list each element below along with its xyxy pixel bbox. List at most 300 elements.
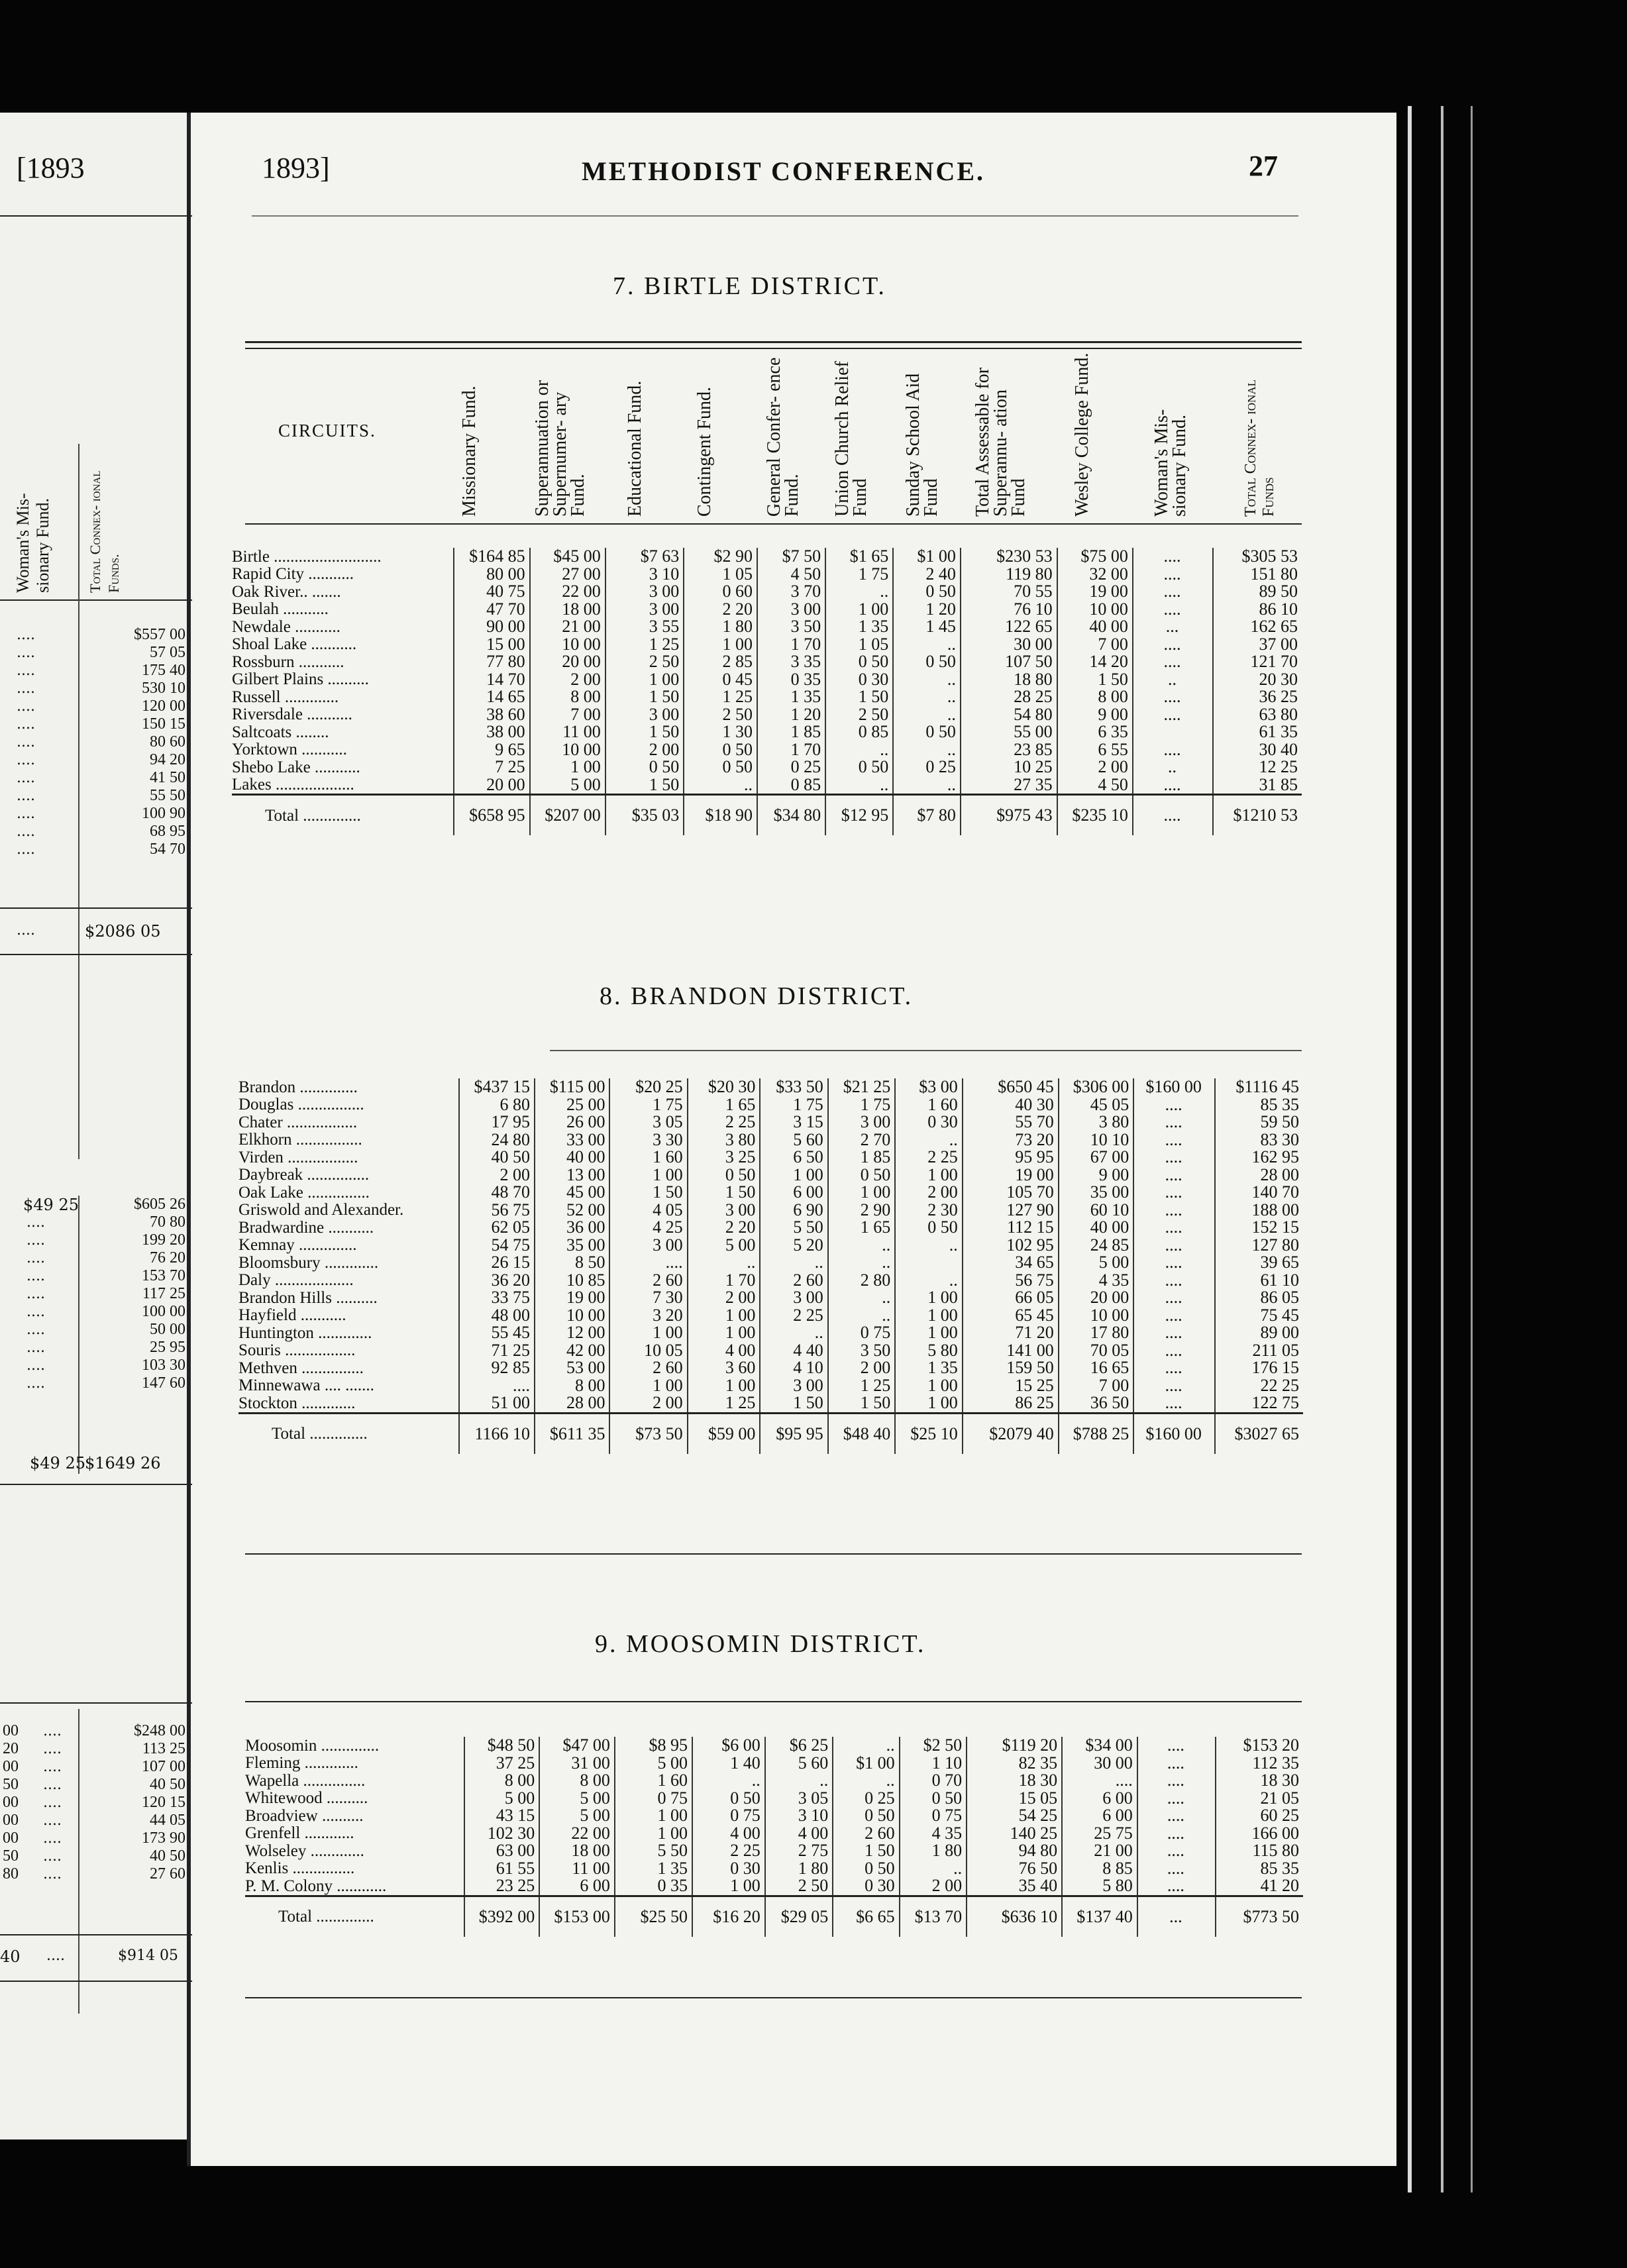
fund-value: 20 30 (1213, 671, 1302, 689)
fund-value: .. (684, 776, 757, 795)
fund-value: 48 00 (459, 1307, 535, 1325)
fund-value: 7 25 (454, 758, 529, 776)
left-value: 27 60 (150, 1865, 185, 1882)
fund-value: .... (1133, 1219, 1215, 1237)
fund-value: 19 00 (1057, 583, 1133, 601)
fund-value: 1 50 (833, 1842, 899, 1860)
fund-value: 0 50 (833, 1807, 899, 1825)
fund-value: 21 00 (530, 618, 605, 636)
left-value: 173 90 (142, 1830, 185, 1847)
fund-value: 1 00 (605, 671, 684, 689)
circuit-name: Daybreak ............... (238, 1166, 370, 1184)
fund-value: $33 50 (760, 1078, 827, 1096)
left-value: 44 05 (150, 1812, 185, 1829)
fund-value: $306 00 (1059, 1078, 1134, 1096)
table-top-rule (245, 1701, 1302, 1702)
fund-value: 159 50 (963, 1359, 1059, 1377)
fund-value: .... (1133, 1184, 1215, 1202)
left-value: 20 (3, 1740, 19, 1757)
fund-value (895, 1254, 962, 1272)
fund-value: .. (893, 706, 961, 724)
fund-value: 3 00 (757, 601, 825, 619)
fund-value: 9 65 (454, 741, 529, 759)
left-dots-column (26, 1213, 45, 1392)
circuit-name: Huntington ............. (238, 1323, 372, 1342)
fund-value: 4 00 (692, 1825, 765, 1843)
district-table-moosomin (245, 1737, 1303, 1937)
circuit-name: Riversdale ........... (232, 705, 352, 724)
total-value: $658 95 (454, 795, 529, 836)
fund-value: .... (1133, 776, 1213, 795)
table-row (232, 776, 1302, 795)
fund-value: 53 00 (535, 1359, 609, 1377)
fund-value: 48 70 (459, 1184, 535, 1202)
fund-value: 24 80 (459, 1131, 535, 1149)
table-row (232, 583, 1302, 601)
circuit-name: Wolseley ............. (245, 1841, 364, 1860)
fund-value: 1 20 (893, 601, 961, 619)
fund-value: .... (1133, 1096, 1215, 1114)
fund-value: .... (609, 1254, 687, 1272)
left-dots: .... (26, 1250, 45, 1266)
fund-value: 3 55 (605, 618, 684, 636)
fund-value: .... (1133, 1359, 1215, 1377)
table-row (238, 1377, 1303, 1395)
table-row (238, 1394, 1303, 1413)
total-value: $59 00 (688, 1413, 761, 1454)
fund-value: 1 50 (828, 1394, 895, 1413)
fund-value: 107 50 (961, 653, 1057, 671)
fund-value: 4 40 (760, 1342, 827, 1360)
fund-value: 1 50 (825, 688, 893, 706)
running-head: METHODIST CONFERENCE. (582, 156, 986, 186)
fund-value: 0 50 (825, 758, 893, 776)
fund-value: 4 00 (688, 1342, 761, 1360)
fund-value: 95 95 (963, 1149, 1059, 1166)
left-value: 100 00 (142, 1303, 185, 1320)
fund-value: 0 25 (893, 758, 961, 776)
fund-value: .... (1137, 1790, 1216, 1808)
fund-value: 18 00 (530, 601, 605, 619)
left-total: $2086 05 (85, 922, 161, 941)
divider (252, 215, 1298, 217)
fund-value: 3 00 (688, 1202, 761, 1219)
fund-value: 0 75 (828, 1324, 895, 1342)
left-value: 70 80 (150, 1213, 185, 1231)
left-value: 147 60 (142, 1374, 185, 1392)
fund-value: .. (893, 636, 961, 654)
fund-value: 1 00 (609, 1377, 687, 1395)
fund-value: 35 00 (535, 1237, 609, 1255)
fund-value: .... (1133, 583, 1213, 601)
left-value: 530 10 (142, 680, 185, 697)
fund-value: 1 75 (760, 1096, 827, 1114)
fund-value: 0 45 (684, 671, 757, 689)
table-row (238, 1342, 1303, 1360)
fund-value: 3 00 (828, 1113, 895, 1131)
left-value: 41 50 (150, 769, 185, 786)
circuit-name: Chater ................. (238, 1113, 358, 1131)
fund-value: .. (825, 741, 893, 759)
left-dots: .... (17, 922, 35, 939)
fund-value: 61 35 (1213, 723, 1302, 741)
fund-value: 3 80 (1059, 1113, 1134, 1131)
fund-value: 1 45 (893, 618, 961, 636)
fund-value: 102 30 (464, 1825, 540, 1843)
fund-value: .... (1133, 688, 1213, 706)
fund-value: 0 50 (893, 723, 961, 741)
fund-value: .... (1133, 1272, 1215, 1290)
table-row (238, 1166, 1303, 1184)
fund-value: 10 25 (961, 758, 1057, 776)
table-row (238, 1096, 1303, 1114)
total-value: $73 50 (609, 1413, 687, 1454)
left-value: 00 (3, 1830, 19, 1847)
fund-value: 1 35 (895, 1359, 962, 1377)
page-edge (1471, 106, 1473, 2192)
left-dots: .... (17, 788, 35, 804)
left-total: $914 05 (118, 1947, 178, 1964)
fund-value: 1 00 (760, 1166, 827, 1184)
fund-value: $650 45 (963, 1078, 1059, 1096)
left-value: 94 20 (150, 751, 185, 768)
fund-value: 1 25 (684, 688, 757, 706)
divider (0, 599, 192, 601)
fund-value: 0 50 (684, 741, 757, 759)
fund-value: 5 80 (895, 1342, 962, 1360)
fund-value: 47 70 (454, 601, 529, 619)
fund-value: 1 75 (825, 566, 893, 584)
left-dots: .... (26, 1232, 45, 1249)
fund-value: .... (1133, 1149, 1215, 1166)
fund-value: .... (1137, 1737, 1216, 1755)
fund-value: 26 00 (535, 1113, 609, 1131)
fund-value: 18 00 (539, 1842, 615, 1860)
fund-value: 17 80 (1059, 1324, 1134, 1342)
fund-value: 10 85 (535, 1272, 609, 1290)
fund-value: 1 65 (688, 1096, 761, 1114)
table-row (232, 601, 1302, 619)
left-cut-column (0, 1722, 19, 1883)
table-row (232, 636, 1302, 654)
fund-value: 1 50 (605, 723, 684, 741)
fund-value: 1 75 (609, 1096, 687, 1114)
fund-value: 89 00 (1215, 1324, 1303, 1342)
table-row (238, 1237, 1303, 1255)
fund-value: 5 00 (539, 1790, 615, 1808)
total-value: $48 40 (828, 1413, 895, 1454)
fund-value: 33 75 (459, 1289, 535, 1307)
divider (78, 1709, 79, 2014)
fund-value: 140 70 (1215, 1184, 1303, 1202)
fund-value: 2 40 (893, 566, 961, 584)
fund-value: 40 75 (454, 583, 529, 601)
total-value: $3027 65 (1215, 1413, 1303, 1454)
fund-value: 22 25 (1215, 1377, 1303, 1395)
circuit-name: Souris ................. (238, 1341, 356, 1360)
fund-value: 40 00 (535, 1149, 609, 1166)
fund-value: 80 00 (454, 566, 529, 584)
left-dots: .... (43, 1812, 62, 1829)
fund-value: 73 20 (963, 1131, 1059, 1149)
left-value: 40 50 (150, 1776, 185, 1793)
fund-value: 4 50 (1057, 776, 1133, 795)
fund-value: 90 00 (454, 618, 529, 636)
fund-value: 105 70 (963, 1184, 1059, 1202)
left-wmf-total: $49 25 (30, 1454, 85, 1472)
fund-value: 0 50 (684, 758, 757, 776)
fund-value: 6 00 (760, 1184, 827, 1202)
fund-value: .... (459, 1377, 535, 1395)
total-value: $13 70 (900, 1896, 967, 1937)
fund-value: 82 35 (967, 1755, 1062, 1773)
fund-value: 6 55 (1057, 741, 1133, 759)
fund-value: 1 00 (688, 1307, 761, 1325)
left-value: 120 15 (142, 1794, 185, 1811)
fund-value: 38 60 (454, 706, 529, 724)
fund-value: 166 00 (1216, 1825, 1303, 1843)
fund-value: 5 60 (760, 1131, 827, 1149)
left-dots: .... (46, 1947, 65, 1964)
fund-value: 1 00 (828, 1184, 895, 1202)
fund-value: 6 00 (1062, 1807, 1137, 1825)
fund-value: 40 30 (963, 1096, 1059, 1114)
table-row (245, 1772, 1303, 1790)
table-top-rule (245, 341, 1302, 343)
left-value: 57 05 (150, 644, 185, 661)
fund-value: .. (828, 1289, 895, 1307)
circuit-name: Shebo Lake ........... (232, 758, 360, 776)
fund-value: 0 75 (900, 1807, 967, 1825)
fund-value: $75 00 (1057, 548, 1133, 566)
fund-value: .... (1137, 1877, 1216, 1896)
fund-value: 152 15 (1215, 1219, 1303, 1237)
fund-value: .. (893, 688, 961, 706)
total-value: $611 35 (535, 1413, 609, 1454)
fund-value: $3 00 (895, 1078, 962, 1096)
fund-value: 40 00 (1057, 618, 1133, 636)
fund-value: .... (1062, 1772, 1137, 1790)
fund-value: 52 00 (535, 1202, 609, 1219)
table-row (238, 1078, 1303, 1096)
fund-value: .. (765, 1772, 833, 1790)
circuit-name: Methven ............... (238, 1359, 364, 1377)
left-total-column (86, 1196, 185, 1392)
fund-value: .. (833, 1737, 899, 1755)
table-row (238, 1272, 1303, 1290)
fund-value: .... (1133, 653, 1213, 671)
fund-value: .... (1133, 1254, 1215, 1272)
fund-value: 40 00 (1059, 1219, 1134, 1237)
fund-value: 176 15 (1215, 1359, 1303, 1377)
fund-value: 188 00 (1215, 1202, 1303, 1219)
circuit-name: Griswold and Alexander. (238, 1201, 404, 1219)
table-row (238, 1254, 1303, 1272)
fund-value: 1 00 (692, 1877, 765, 1896)
circuit-name: Yorktown ........... (232, 741, 347, 759)
fund-value: 18 30 (1216, 1772, 1303, 1790)
circuit-name: Elkhorn ................ (238, 1131, 362, 1149)
left-dots: .... (17, 627, 35, 643)
divider (78, 444, 79, 1159)
left-value: 50 (3, 1847, 19, 1865)
fund-value: 71 20 (963, 1324, 1059, 1342)
fund-value: 4 05 (609, 1202, 687, 1219)
district-table-birtle (232, 548, 1302, 835)
fund-value: 12 00 (535, 1324, 609, 1342)
fund-value: 30 40 (1213, 741, 1302, 759)
fund-value: 4 35 (900, 1825, 967, 1843)
fund-value: 10 05 (609, 1342, 687, 1360)
fund-value: 4 00 (765, 1825, 833, 1843)
circuit-name: Virden ................. (238, 1148, 358, 1166)
left-dots: .... (26, 1304, 45, 1320)
circuit-name: Stockton ............. (238, 1394, 356, 1412)
fund-value: 1 70 (688, 1272, 761, 1290)
fund-value: 2 90 (828, 1202, 895, 1219)
circuit-name: Rossburn ........... (232, 652, 344, 671)
fund-value: 3 00 (605, 583, 684, 601)
fund-value: $2 50 (900, 1737, 967, 1755)
fund-value: .. (828, 1237, 895, 1255)
table-row (238, 1184, 1303, 1202)
fund-value: 3 05 (765, 1790, 833, 1808)
left-dots: .... (17, 805, 35, 822)
fund-value: 2 25 (688, 1113, 761, 1131)
circuit-name: Broadview .......... (245, 1806, 364, 1825)
fund-value: 8 00 (464, 1772, 540, 1790)
circuit-name: Hayfield ........... (238, 1306, 346, 1325)
fund-value: 56 75 (963, 1272, 1059, 1290)
fund-value: 6 00 (1062, 1790, 1137, 1808)
total-value: $392 00 (464, 1896, 540, 1937)
fund-value: .... (1133, 1307, 1215, 1325)
fund-value: 2 30 (895, 1202, 962, 1219)
fund-value: 43 15 (464, 1807, 540, 1825)
fund-value: $6 00 (692, 1737, 765, 1755)
left-dots-column (43, 1722, 62, 1883)
fund-value: 0 50 (825, 653, 893, 671)
fund-value: 28 00 (535, 1394, 609, 1413)
fund-value: 71 25 (459, 1342, 535, 1360)
fund-value: 10 00 (1059, 1307, 1134, 1325)
fund-value: 15 05 (967, 1790, 1062, 1808)
fund-value: $21 25 (828, 1078, 895, 1096)
fund-value: 162 95 (1215, 1149, 1303, 1166)
total-value: $773 50 (1216, 1896, 1303, 1937)
fund-value: 151 80 (1213, 566, 1302, 584)
circuit-name: Russell ............. (232, 688, 339, 706)
circuit-name: Grenfell ............ (245, 1824, 354, 1843)
fund-value: 0 70 (900, 1772, 967, 1790)
fund-value: 14 20 (1057, 653, 1133, 671)
fund-value: 1 00 (895, 1377, 962, 1395)
fund-value: .... (1137, 1825, 1216, 1843)
fund-value: 63 80 (1213, 706, 1302, 724)
fund-value: 10 10 (1059, 1131, 1134, 1149)
fund-value: 3 00 (605, 706, 684, 724)
fund-value: .. (1133, 758, 1213, 776)
fund-value: 8 00 (539, 1772, 615, 1790)
left-dots: .... (17, 734, 35, 750)
fund-value: .. (895, 1131, 962, 1149)
fund-value: 6 00 (539, 1877, 615, 1896)
circuit-name: Gilbert Plains .......... (232, 670, 369, 689)
fund-value: .... (1133, 1342, 1215, 1360)
fund-value: .. (1133, 671, 1213, 689)
fund-value: $2 90 (684, 548, 757, 566)
circuit-name: Kenlis ............... (245, 1859, 355, 1878)
fund-value: 70 05 (1059, 1342, 1134, 1360)
fund-value: 1 05 (684, 566, 757, 584)
fund-value: 32 00 (1057, 566, 1133, 584)
fund-value: 0 50 (900, 1790, 967, 1808)
fund-value: 65 45 (963, 1307, 1059, 1325)
table-row (245, 1860, 1303, 1878)
fund-value: 1 00 (688, 1324, 761, 1342)
circuit-name: Lakes ................... (232, 776, 354, 794)
fund-value: 0 75 (615, 1790, 692, 1808)
left-dots: .... (43, 1866, 62, 1882)
fund-value: 59 50 (1215, 1113, 1303, 1131)
fund-value: 141 00 (963, 1342, 1059, 1360)
left-value: 199 20 (142, 1231, 185, 1249)
divider (78, 1196, 79, 1474)
table-row (232, 548, 1302, 566)
fund-value: .... (1133, 636, 1213, 654)
total-value: $18 90 (684, 795, 757, 836)
left-cut-total: 40 (0, 1947, 21, 1966)
fund-value: 127 80 (1215, 1237, 1303, 1255)
left-value: 100 90 (142, 805, 185, 822)
table-top-rule (550, 1050, 1302, 1051)
fund-value: 38 00 (454, 723, 529, 741)
left-total-column (86, 1722, 185, 1883)
fund-value: 1 50 (609, 1184, 687, 1202)
left-dots: .... (17, 716, 35, 733)
divider (0, 1484, 192, 1485)
left-value: 50 00 (150, 1321, 185, 1338)
fund-value: 1 50 (688, 1184, 761, 1202)
total-value: $35 03 (605, 795, 684, 836)
circuit-name: Oak River.. ....... (232, 582, 341, 601)
fund-value: 6 35 (1057, 723, 1133, 741)
total-value: $12 95 (825, 795, 893, 836)
fund-value: 30 00 (1062, 1755, 1137, 1773)
fund-value: 1 05 (825, 636, 893, 654)
left-page-header: [1893 (17, 152, 85, 184)
fund-value: $305 53 (1213, 548, 1302, 566)
left-dots: .... (17, 644, 35, 661)
fund-value: 1 70 (757, 636, 825, 654)
circuit-name: Kemnay .............. (238, 1236, 357, 1255)
fund-value: 3 05 (609, 1113, 687, 1131)
total-row (245, 1896, 1303, 1937)
fund-value: 3 60 (688, 1359, 761, 1377)
fund-value: 0 75 (692, 1807, 765, 1825)
fund-value: $8 95 (615, 1737, 692, 1755)
fund-value: 86 05 (1215, 1289, 1303, 1307)
fund-value (1133, 723, 1213, 741)
fund-value: .. (825, 776, 893, 795)
fund-value: $115 00 (535, 1078, 609, 1096)
table-row (245, 1755, 1303, 1773)
fund-value: 2 60 (609, 1359, 687, 1377)
table-row (232, 723, 1302, 741)
left-value: 120 00 (142, 697, 185, 715)
fund-value: 3 00 (760, 1289, 827, 1307)
fund-value: 28 25 (961, 688, 1057, 706)
